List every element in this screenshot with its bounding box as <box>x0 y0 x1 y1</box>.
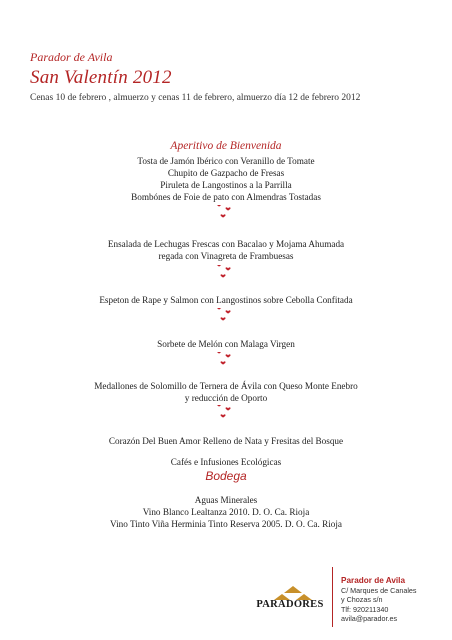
hearts-icon <box>216 205 238 227</box>
footer-contact <box>341 576 417 624</box>
footer-address: y Chozas s/n <box>341 595 383 605</box>
footer-phone: Tlf: 920211340 <box>341 604 389 614</box>
footer-email[interactable]: avila@parador.es <box>341 614 398 624</box>
menu-item: y reducción de Oporto <box>184 393 268 403</box>
menu-item: Espeton de Rape y Salmon con Langostinos sobre Cebolla Confitada <box>99 295 353 305</box>
page-title: San Valentín 2012 <box>30 67 172 88</box>
menu-item: Ensalada de Lechugas Frescas con Bacalao y Mojama Ahumada <box>107 239 345 249</box>
footer-name: Parador de Avila <box>341 576 406 585</box>
footer-address: C/ Marques de Canales <box>341 585 417 595</box>
menu-item: Piruleta de Langostinos a la Parrilla <box>160 180 292 190</box>
menu-item: Tosta de Jamón Ibérico con Veranillo de Tomate <box>137 156 315 166</box>
header-dates: Cenas 10 de febrero , almuerzo y cenas 11 de febrero, almuerzo día 12 de febrero 2012 <box>30 93 361 103</box>
aperitivo-title: Aperitivo de Bienvenida <box>170 140 282 152</box>
footer-divider <box>332 567 333 627</box>
menu-item: regada con Vinagreta de Frambuesas <box>158 251 294 261</box>
wine-item: Vino Tinto Viña Herminia Tinto Reserva 2005. D. O. Ca. Rioja <box>110 519 342 529</box>
menu-item: Bombónes de Foie de pato con Almendras Tostadas <box>131 192 321 202</box>
menu-item: Sorbete de Melón con Malaga Virgen <box>157 339 295 349</box>
menu-item: Corazón Del Buen Amor Relleno de Nata y Fresitas del Bosque <box>108 436 344 446</box>
hearts-icon <box>216 352 238 374</box>
wine-item: Vino Blanco Lealtanza 2010. D. O. Ca. Rioja <box>142 507 310 517</box>
hearts-icon <box>216 265 238 287</box>
bodega-title: Bodega <box>205 469 247 483</box>
menu-item: Medallones de Solomillo de Ternera de Ávila con Queso Monte Enebro <box>94 381 358 391</box>
header-brand: Parador de Avila <box>30 50 113 64</box>
wine-item: Aguas Minerales <box>194 495 258 505</box>
menu-item: Cafés e Infusiones Ecológicas <box>170 457 282 467</box>
paradores-logo-text: PARADORES <box>256 599 324 610</box>
hearts-icon <box>216 308 238 330</box>
menu-item: Chupito de Gazpacho de Fresas <box>167 168 285 178</box>
hearts-icon <box>216 405 238 427</box>
